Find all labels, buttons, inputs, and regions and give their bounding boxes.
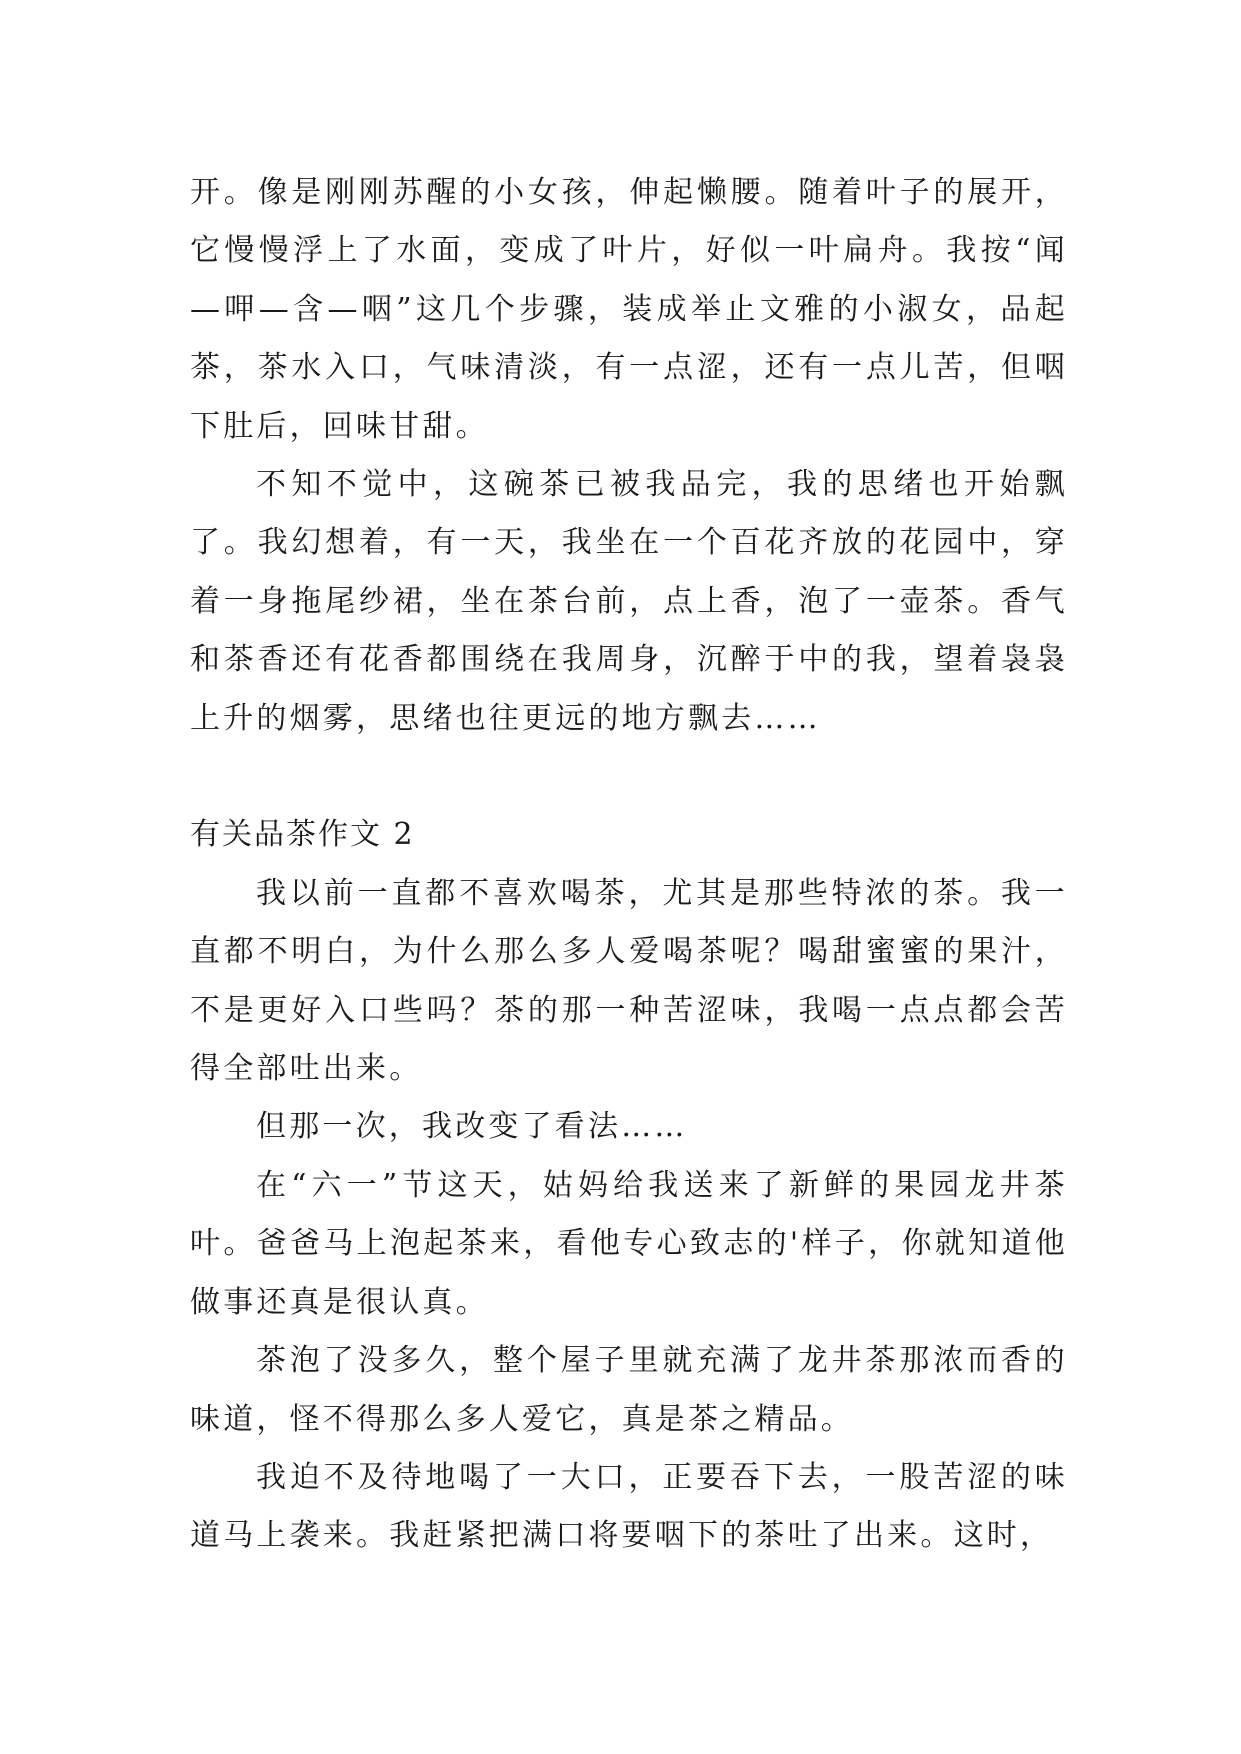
paragraph-dislike-tea: 我以前一直都不喜欢喝茶，尤其是那些特浓的茶。我一直都不明白，为什么那么多人爱喝茶呢？喝甜蜜蜜的果汁，不是更好入口些吗？茶的那一种苦涩味，我喝一点点都会苦得全部吐出来。 [190,875,1068,1087]
section-title: 有关品茶作文 2 [190,817,415,853]
section-spacer [190,748,1068,806]
paragraph-first-sip: 我迫不及待地喝了一大口，正要吞下去，一股苦涩的味道马上袭来。我赶紧把满口将要咽下的茶吐了出来。这时， [190,1459,1068,1554]
paragraph-changed-view: 但那一次，我改变了看法…… [256,1109,688,1145]
document-body [190,164,1068,1566]
paragraph-childrens-day: 在“六一”节这天，姑妈给我送来了新鲜的果园龙井茶叶。爸爸马上泡起茶来，看他专心致志的'样子，你就知道他做事还真是很认真。 [190,1167,1068,1320]
paragraph-continued: 开。像是刚刚苏醒的小女孩，伸起懒腰。随着叶子的展开，它慢慢浮上了水面，变成了叶片，好似一叶扁舟。我按“闻—呷—含—咽”这几个步骤，装成举止文雅的小淑女，品起茶，茶水入口，气味清淡，有一点涩，还有一点儿苦，但咽下肚后，回味甘甜。 [190,175,1068,444]
paragraph-daydream: 不知不觉中，这碗茶已被我品完，我的思绪也开始飘了。我幻想着，有一天，我坐在一个百花齐放的花园中，穿着一身拖尾纱裙，坐在茶台前，点上香，泡了一壶茶。香气和茶香还有花香都围绕在我周身，沉醉于中的我，望着袅袅上升的烟雾，思绪也往更远的地方飘去…… [190,467,1068,736]
paragraph-tea-aroma: 茶泡了没多久，整个屋子里就充满了龙井茶那浓而香的味道，怪不得那么多人爱它，真是茶之精品。 [190,1343,1068,1437]
